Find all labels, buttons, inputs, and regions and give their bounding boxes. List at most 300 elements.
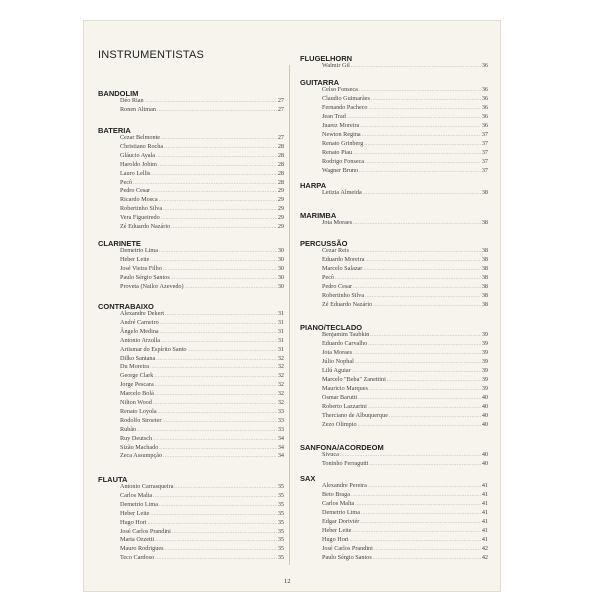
entry-page: 39 xyxy=(481,385,488,392)
entry-name: Heber Leite xyxy=(120,509,150,517)
entry-name: Júlio Nophal xyxy=(322,358,354,365)
entry-page: 37 xyxy=(481,149,488,156)
dot-leader xyxy=(148,520,277,528)
entry-name: Alexandre Pereira xyxy=(322,482,367,489)
entry-name: Demetrio Lima xyxy=(120,500,158,508)
index-entry xyxy=(120,536,284,544)
entry-page: 35 xyxy=(277,483,284,490)
dot-leader xyxy=(358,395,481,403)
dot-leader xyxy=(363,266,480,274)
entry-page: 36 xyxy=(481,86,488,93)
entry-name: Osmar Barutti xyxy=(322,394,358,401)
entry-name: Proveta (Nailor Azevedo) xyxy=(120,282,184,290)
index-entry xyxy=(322,412,488,420)
entry-name: Heber Leite xyxy=(120,255,150,263)
entry-name: Dilko Santana xyxy=(120,354,156,362)
entry-page: 28 xyxy=(277,151,284,159)
entry-page: 35 xyxy=(277,518,284,526)
index-entry xyxy=(322,482,488,490)
dot-leader xyxy=(373,302,481,310)
dot-leader xyxy=(369,461,480,469)
index-entry xyxy=(322,95,488,103)
index-entry xyxy=(322,292,488,300)
entry-name: Renato Grinberg xyxy=(322,140,364,147)
dot-leader xyxy=(369,105,481,113)
entry-name: Renato Loyola xyxy=(120,407,157,415)
index-entry xyxy=(322,385,488,393)
dot-leader xyxy=(133,180,277,188)
dot-leader xyxy=(365,159,481,167)
dot-leader xyxy=(355,501,481,509)
section-title: FLUGELHORN xyxy=(300,54,353,63)
index-entry xyxy=(120,399,284,407)
index-entry xyxy=(120,170,284,178)
index-entry xyxy=(322,394,488,402)
entry-page: 37 xyxy=(481,140,488,147)
index-entry xyxy=(120,554,284,562)
dot-leader xyxy=(353,350,481,358)
entry-name: Zeca Assumpção xyxy=(120,452,163,460)
entry-name: Hugo Hori xyxy=(322,536,349,543)
index-entry xyxy=(120,134,284,142)
entry-name: Claudio Guimarães xyxy=(322,95,370,102)
dot-leader xyxy=(161,215,277,223)
entry-name: Demetrio Lima xyxy=(322,509,360,516)
entry-page: 39 xyxy=(481,349,488,356)
entry-page: 29 xyxy=(277,205,284,213)
section-title: SAX xyxy=(300,474,316,483)
index-entry xyxy=(120,143,284,151)
section-title: CLARINETE xyxy=(98,239,141,248)
entry-name: Carlos Malta xyxy=(322,500,355,507)
entry-name: Juarez Moreira xyxy=(322,122,360,129)
dot-leader xyxy=(150,511,276,519)
index-entry xyxy=(120,426,284,434)
dot-leader xyxy=(154,373,276,381)
dot-leader xyxy=(351,492,481,500)
dot-leader xyxy=(364,141,481,149)
dot-leader xyxy=(369,386,481,394)
dot-leader xyxy=(174,484,276,492)
entry-page: 34 xyxy=(277,452,284,460)
index-entry xyxy=(120,265,284,273)
entry-name: André Carneiro xyxy=(120,318,159,326)
dot-leader xyxy=(155,391,277,399)
entry-page: 40 xyxy=(481,412,488,419)
entry-name: Edgar Doriviér xyxy=(322,518,360,525)
index-entry xyxy=(120,205,284,213)
dot-leader xyxy=(163,453,277,461)
entry-name: Wagner Bruno xyxy=(322,167,359,174)
entry-page: 36 xyxy=(481,62,488,69)
index-entry xyxy=(120,161,284,169)
entry-name: José Carlos Prandini xyxy=(322,545,373,552)
entry-name: Walmir Gil xyxy=(322,62,350,69)
dot-leader xyxy=(137,427,277,435)
entry-name: Ronen Altman xyxy=(120,105,156,113)
dot-leader xyxy=(353,150,481,158)
index-entry xyxy=(120,355,284,363)
entry-name: Letizia Almeida xyxy=(322,189,362,196)
index-entry xyxy=(120,381,284,389)
index-entry xyxy=(120,256,284,264)
dot-leader xyxy=(360,519,481,527)
entry-name: Therciano de Albuquerque xyxy=(322,412,388,419)
dot-leader xyxy=(365,257,480,265)
index-entry xyxy=(120,390,284,398)
entry-name: Lilú Aguiar xyxy=(322,367,351,374)
dot-leader xyxy=(353,220,481,228)
index-entry xyxy=(322,554,488,562)
dot-leader xyxy=(159,445,276,453)
dot-leader xyxy=(165,311,277,319)
index-entry xyxy=(322,509,488,517)
dot-leader xyxy=(158,162,277,170)
dot-leader xyxy=(361,510,481,518)
dot-leader xyxy=(373,555,481,563)
entry-name: Antonio Carrasqueira xyxy=(120,483,174,490)
dot-leader xyxy=(340,452,481,460)
index-entry xyxy=(322,86,488,94)
index-entry xyxy=(322,283,488,291)
index-entry xyxy=(322,140,488,148)
section-title: PIANO/TECLADO xyxy=(300,323,363,332)
dot-leader xyxy=(155,537,277,545)
entry-page: 29 xyxy=(277,187,284,195)
dot-leader xyxy=(360,123,481,131)
dot-leader xyxy=(150,364,277,372)
index-entry xyxy=(120,283,284,291)
entry-name: Pecô xyxy=(120,178,133,186)
dot-leader xyxy=(171,224,277,232)
entry-page: 27 xyxy=(277,134,284,141)
entry-name: Demetrio Lima xyxy=(120,247,158,254)
index-entry xyxy=(322,340,488,348)
entry-page: 41 xyxy=(481,509,488,516)
index-entry xyxy=(322,158,488,166)
entry-name: Christiano Rocha xyxy=(120,142,164,150)
dot-leader xyxy=(350,537,481,545)
index-entry xyxy=(322,301,488,309)
entry-page: 31 xyxy=(277,310,284,317)
section-title: PERCUSSÃO xyxy=(300,239,348,248)
dot-leader xyxy=(353,284,481,292)
entry-name: Gláucio Ayala xyxy=(120,151,155,159)
entry-page: 40 xyxy=(481,460,488,467)
entry-page: 38 xyxy=(481,283,488,290)
entry-name: Toninho Ferragutti xyxy=(322,460,369,467)
entry-name: Newton Regina xyxy=(322,131,361,138)
entry-name: Marcelo Bolá xyxy=(120,390,154,398)
entry-name: Zezo Olimpio xyxy=(322,421,357,428)
entry-name: Nilton Wood xyxy=(120,399,152,406)
entry-name: Vera Figueiredo xyxy=(120,214,160,222)
entry-page: 36 xyxy=(481,104,488,111)
dot-leader xyxy=(358,422,481,430)
entry-name: Jorge Pescara xyxy=(120,381,154,389)
entry-page: 32 xyxy=(277,372,284,380)
index-entry xyxy=(120,452,284,460)
entry-name: Hugo Hori xyxy=(120,518,147,526)
entry-page: 28 xyxy=(277,169,284,177)
entry-page: 39 xyxy=(481,358,488,365)
entry-page: 31 xyxy=(277,345,284,353)
entry-page: 41 xyxy=(481,500,488,507)
entry-page: 39 xyxy=(481,340,488,347)
dot-leader xyxy=(153,400,277,408)
entry-name: José Vieira Filho xyxy=(120,264,162,272)
section-title: BATERIA xyxy=(98,126,131,135)
entry-name: Zé Eduardo Nazário xyxy=(322,301,373,308)
dot-leader xyxy=(171,275,277,283)
section-title: BANDOLIM xyxy=(98,89,139,98)
dot-leader xyxy=(161,338,277,346)
dot-leader xyxy=(160,329,277,337)
index-entry xyxy=(322,265,488,273)
entry-page: 38 xyxy=(481,274,488,281)
column-divider xyxy=(289,65,290,565)
dot-leader xyxy=(363,190,481,198)
entry-name: Paulo Sérgio Santos xyxy=(322,554,372,561)
entry-page: 28 xyxy=(277,142,284,150)
page-number: 12 xyxy=(284,578,291,585)
entry-page: 40 xyxy=(481,451,488,458)
entry-page: 38 xyxy=(481,219,488,226)
entry-page: 39 xyxy=(481,367,488,374)
entry-page: 35 xyxy=(277,491,284,499)
index-entry xyxy=(322,122,488,130)
dot-leader xyxy=(335,275,481,283)
entry-name: Lauro Lellis xyxy=(120,169,151,177)
entry-page: 41 xyxy=(481,482,488,489)
entry-page: 32 xyxy=(277,363,284,371)
entry-name: Déo Rian xyxy=(120,97,144,104)
dot-leader xyxy=(188,347,277,355)
index-entry xyxy=(322,421,488,429)
index-entry xyxy=(120,483,284,491)
dot-leader xyxy=(368,341,481,349)
section-title: CONTRABAIXO xyxy=(98,302,154,311)
entry-name: Haroldo Jobim xyxy=(120,160,157,168)
entry-name: George Clark xyxy=(120,372,154,380)
dot-leader xyxy=(163,266,277,274)
entry-name: Jota Moraes xyxy=(322,219,353,226)
entry-name: Renato Piau xyxy=(322,149,353,156)
index-entry xyxy=(120,408,284,416)
index-entry xyxy=(120,187,284,195)
entry-name: Paulo Sérgio Santos xyxy=(120,273,170,281)
index-entry xyxy=(322,149,488,157)
index-entry xyxy=(120,337,284,345)
entry-name: Carlos Malta xyxy=(120,491,153,499)
entry-page: 38 xyxy=(481,265,488,272)
entry-name: Sivuca xyxy=(322,451,339,458)
section-title: MARIMBA xyxy=(300,211,337,220)
dot-leader xyxy=(159,248,277,256)
dot-leader xyxy=(145,98,277,106)
dot-leader xyxy=(163,206,277,214)
index-entry xyxy=(120,179,284,187)
entry-page: 33 xyxy=(277,416,284,424)
entry-page: 34 xyxy=(277,443,284,451)
entry-page: 39 xyxy=(481,331,488,338)
entry-name: Jean Trad xyxy=(322,113,346,120)
entry-name: Artismar do Espírito Santo xyxy=(120,345,187,353)
entry-name: Ricardo Mosca xyxy=(120,196,158,204)
entry-name: Jota Moraes xyxy=(322,349,353,356)
entry-page: 38 xyxy=(481,247,488,254)
entry-page: 35 xyxy=(277,545,284,553)
entry-page: 32 xyxy=(277,390,284,398)
entry-page: 32 xyxy=(277,381,284,389)
index-entry xyxy=(322,451,488,459)
index-entry xyxy=(120,152,284,160)
entry-name: Rodolfo Stroeter xyxy=(120,416,162,424)
dot-leader xyxy=(164,546,276,554)
entry-page: 40 xyxy=(481,421,488,428)
index-entry xyxy=(120,319,284,327)
dot-leader xyxy=(351,63,481,71)
entry-name: Robertinho Silva xyxy=(120,205,163,213)
index-entry xyxy=(322,113,488,121)
section-title: GUITARRA xyxy=(300,78,340,87)
entry-page: 36 xyxy=(481,122,488,129)
dot-leader xyxy=(352,528,480,536)
entry-name: Zé Eduardo Nazário xyxy=(120,223,171,230)
entry-name: Ângelo Medina xyxy=(120,327,159,335)
dot-leader xyxy=(359,168,481,176)
entry-page: 42 xyxy=(481,554,488,561)
entry-name: Sizão Machado xyxy=(120,443,159,451)
dot-leader xyxy=(153,436,277,444)
index-entry xyxy=(120,435,284,443)
dot-leader xyxy=(355,359,481,367)
entry-page: 31 xyxy=(277,336,284,344)
section-title: SANFONA/ACORDEOM xyxy=(300,443,384,452)
entry-page: 32 xyxy=(277,399,284,406)
entry-page: 28 xyxy=(277,160,284,168)
entry-name: Pedro Cesar xyxy=(120,187,151,195)
dot-leader xyxy=(374,546,481,554)
entry-name: José Carlos Prandini xyxy=(120,527,171,535)
dot-leader xyxy=(151,171,276,179)
dot-leader xyxy=(158,409,277,417)
dot-leader xyxy=(389,413,481,421)
dot-leader xyxy=(185,284,277,292)
entry-page: 41 xyxy=(481,518,488,525)
index-entry xyxy=(322,62,488,70)
dot-leader xyxy=(362,132,481,140)
dot-leader xyxy=(370,332,480,340)
index-entry xyxy=(120,328,284,336)
index-page xyxy=(83,20,501,592)
entry-page: 38 xyxy=(481,256,488,263)
entry-page: 40 xyxy=(481,403,488,410)
dot-leader xyxy=(371,96,481,104)
index-entry xyxy=(322,403,488,411)
entry-name: Marcelo "Beba" Zanettini xyxy=(322,376,386,383)
index-entry xyxy=(120,214,284,222)
entry-page: 35 xyxy=(277,536,284,544)
entry-page: 41 xyxy=(481,491,488,498)
entry-name: Cezar Belmonte xyxy=(120,134,161,141)
dot-leader xyxy=(352,368,481,376)
entry-name: Robertinho Silva xyxy=(322,292,365,299)
index-entry xyxy=(120,223,284,231)
entry-page: 30 xyxy=(277,255,284,263)
dot-leader xyxy=(347,114,481,122)
dot-leader xyxy=(156,153,277,161)
entry-name: Eduardo Moreira xyxy=(322,256,365,263)
dot-leader xyxy=(159,197,277,205)
index-entry xyxy=(120,545,284,553)
index-entry xyxy=(322,247,488,255)
entry-name: Marta Ozzetti xyxy=(120,536,155,544)
entry-page: 31 xyxy=(277,318,284,326)
dot-leader xyxy=(157,107,277,115)
index-entry xyxy=(322,358,488,366)
dot-leader xyxy=(153,493,277,501)
entry-page: 27 xyxy=(277,97,284,104)
entry-name: Mauricio Marques xyxy=(322,385,368,392)
dot-leader xyxy=(365,293,481,301)
index-entry xyxy=(322,256,488,264)
entry-name: Beto Braga xyxy=(322,491,351,498)
index-entry xyxy=(322,376,488,384)
index-entry xyxy=(322,349,488,357)
index-entry xyxy=(120,363,284,371)
entry-name: Fernando Pacheco xyxy=(322,104,368,111)
entry-name: Cezar Reis xyxy=(322,247,349,254)
entry-name: Teco Cardoso xyxy=(120,554,155,562)
entry-name: Rubão xyxy=(120,425,137,433)
dot-leader xyxy=(155,555,277,563)
index-entry xyxy=(120,274,284,282)
dot-leader xyxy=(151,188,277,196)
section-title: HARPA xyxy=(300,181,327,190)
entry-name: Heber Leite xyxy=(322,527,352,534)
dot-leader xyxy=(155,382,277,390)
dot-leader xyxy=(150,257,276,265)
entry-name: Ruy Deutsch xyxy=(120,434,153,442)
entry-page: 30 xyxy=(277,247,284,254)
entry-page: 33 xyxy=(277,425,284,433)
entry-page: 42 xyxy=(481,545,488,552)
entry-name: Eduardo Carvalho xyxy=(322,340,368,347)
entry-page: 30 xyxy=(277,264,284,272)
section-title: FLAUTA xyxy=(98,475,128,484)
entry-page: 35 xyxy=(277,500,284,508)
entry-name: Alexandre Dekert xyxy=(120,310,165,317)
index-entry xyxy=(120,196,284,204)
dot-leader xyxy=(156,356,277,364)
index-entry xyxy=(322,500,488,508)
dot-leader xyxy=(368,483,481,491)
entry-page: 37 xyxy=(481,131,488,138)
index-entry xyxy=(322,189,488,197)
index-entry xyxy=(322,219,488,227)
index-entry xyxy=(322,104,488,112)
entry-page: 38 xyxy=(481,189,488,196)
entry-page: 41 xyxy=(481,527,488,534)
entry-page: 27 xyxy=(277,105,284,113)
index-entry xyxy=(120,106,284,114)
entry-page: 29 xyxy=(277,196,284,204)
index-entry xyxy=(120,372,284,380)
entry-page: 38 xyxy=(481,301,488,308)
entry-page: 39 xyxy=(481,376,488,383)
index-entry xyxy=(120,97,284,105)
